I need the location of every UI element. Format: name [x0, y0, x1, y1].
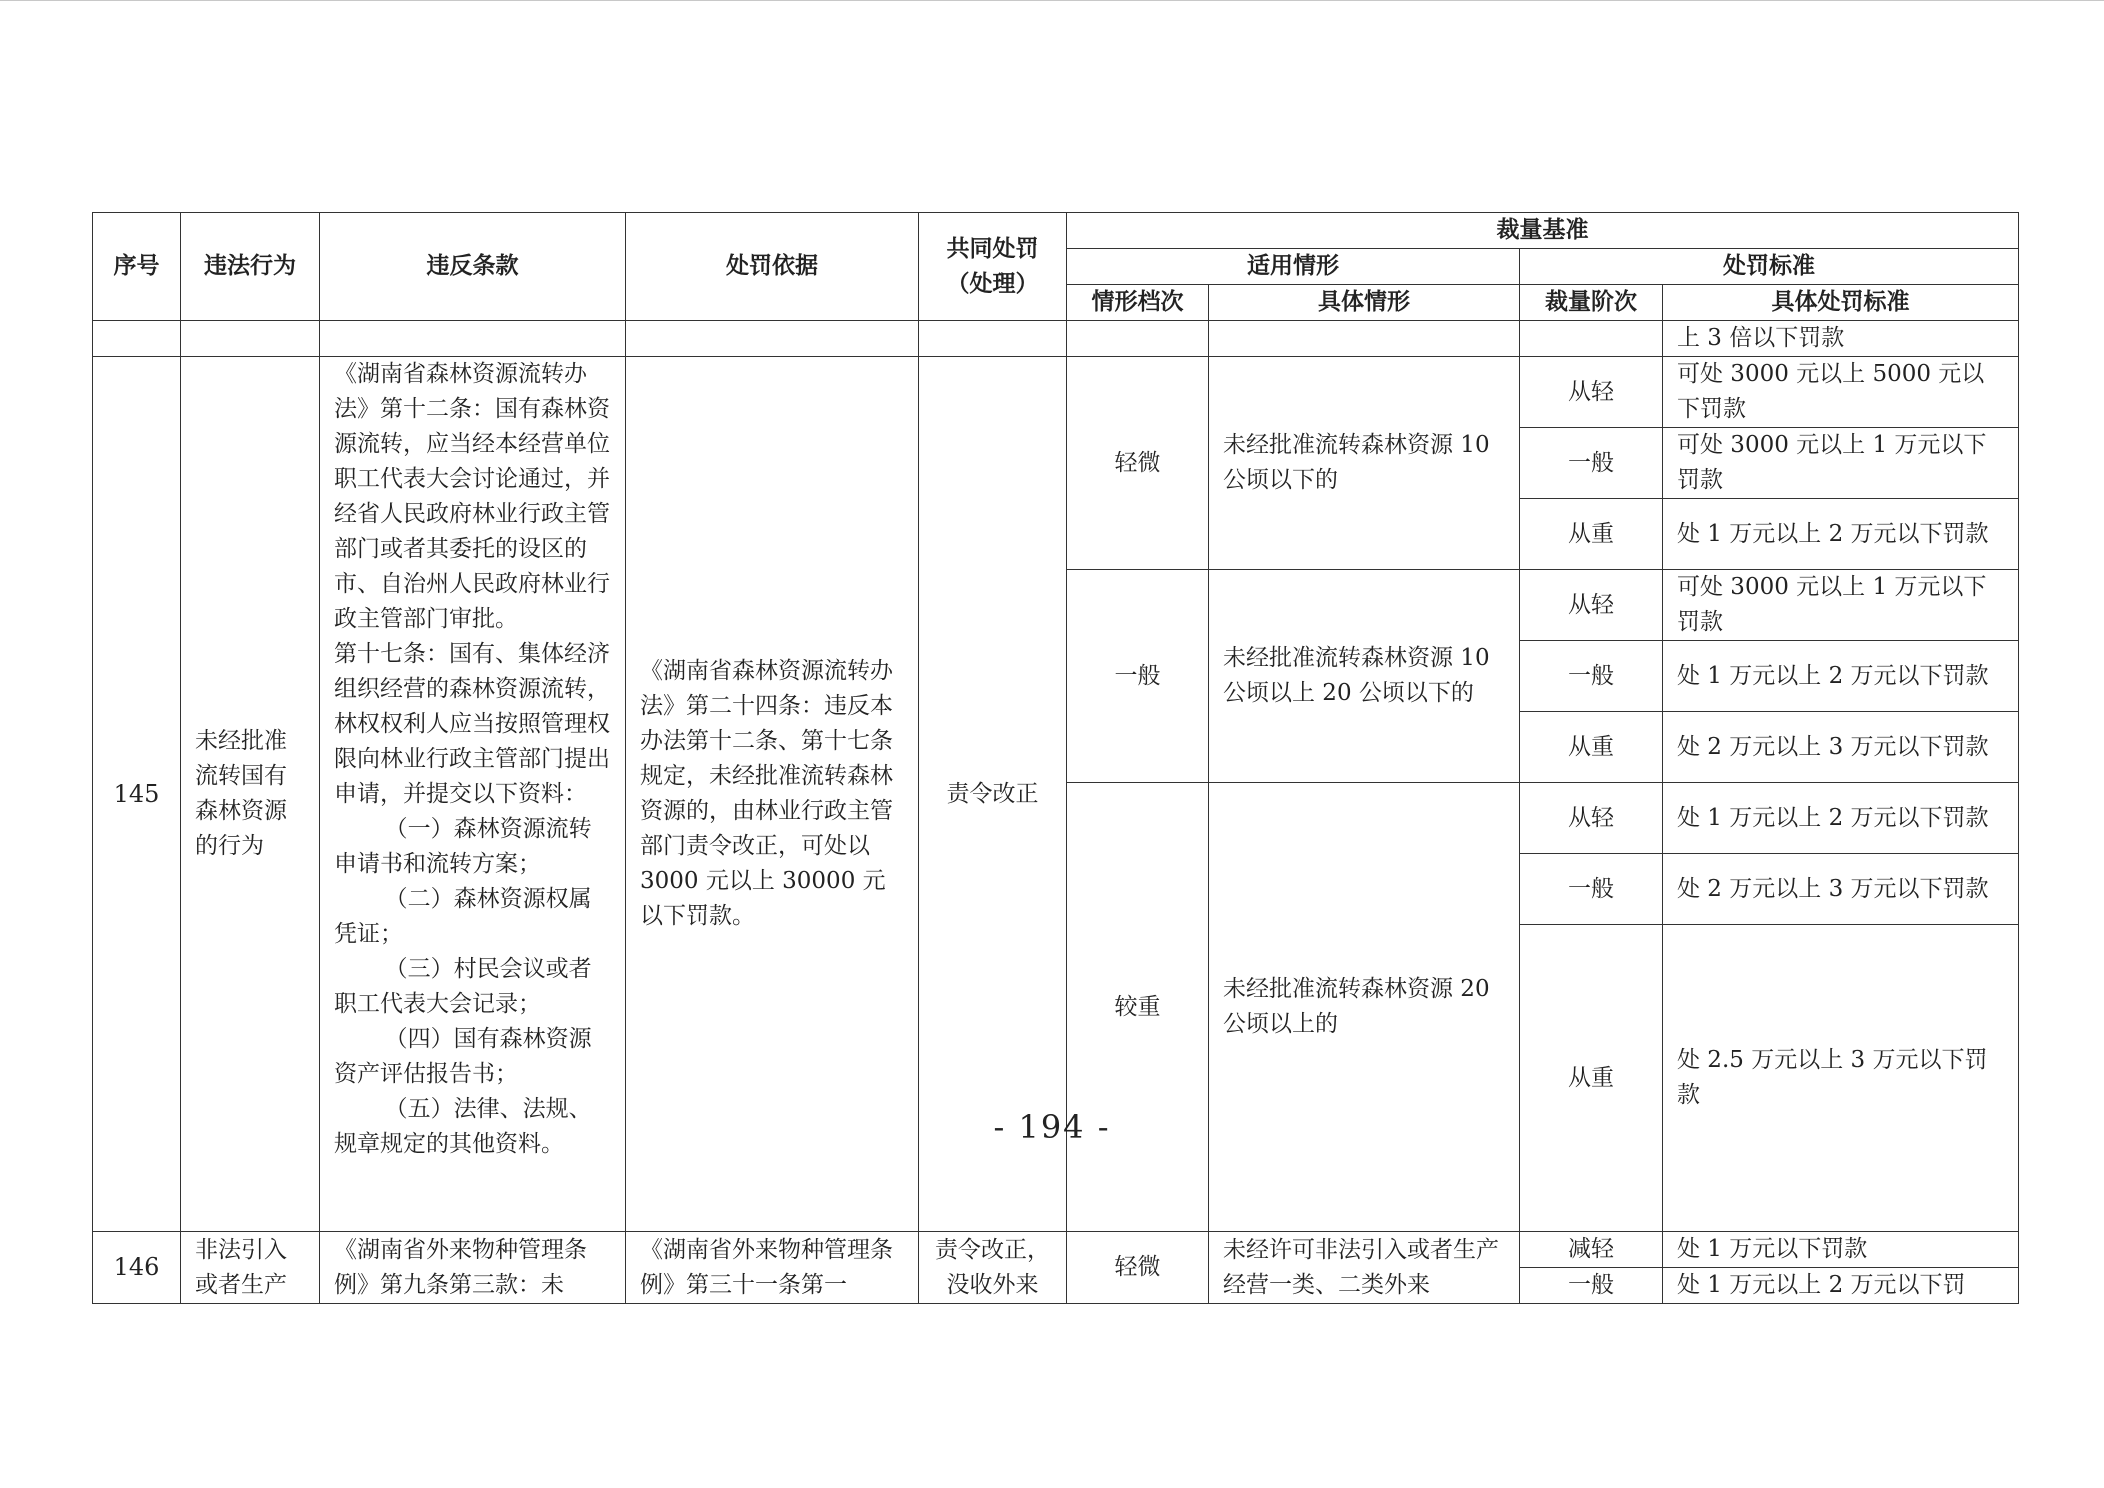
row145-clause-item: （三）村民会议或者职工代表大会记录； [334, 956, 592, 1017]
header-situation: 适用情形 [1067, 249, 1520, 285]
grade-cell: 一般 [1520, 854, 1663, 925]
row145-tier-level: 一般 [1067, 570, 1209, 783]
grade-cell: 从重 [1520, 925, 1663, 1232]
row145-no: 145 [93, 357, 181, 1232]
header-joint: 共同处罚 （处理） [919, 213, 1067, 321]
standard-cell: 处 1 万元以下罚款 [1663, 1232, 2019, 1268]
row146-detail: 未经许可非法引入或者生产经营一类、二类外来 [1209, 1232, 1520, 1304]
standard-cell: 处 1 万元以上 2 万元以下罚款 [1663, 641, 2019, 712]
standard-cell: 处 1 万元以上 2 万元以下罚款 [1663, 499, 2019, 570]
header-level: 情形档次 [1067, 285, 1209, 321]
standard-cell: 处 2 万元以上 3 万元以下罚款 [1663, 854, 2019, 925]
standard-cell: 处 2 万元以上 3 万元以下罚款 [1663, 712, 2019, 783]
header-basis: 处罚依据 [626, 213, 919, 321]
row146-joint: 责令改正，没收外来 [919, 1232, 1067, 1304]
header-clause: 违反条款 [320, 213, 626, 321]
row145-clause-item: （四）国有森林资源资产评估报告书； [334, 1026, 592, 1087]
grade-cell: 一般 [1520, 1268, 1663, 1304]
row145-basis: 《湖南省森林资源流转办法》第二十四条：违反本办法第十二条、第十七条规定，未经批准流转森林资源的，由林业行政主管部门责令改正，可处以 3000 元以上 30000 元以下罚款。 [626, 357, 919, 1232]
row145-tier-level: 较重 [1067, 783, 1209, 1232]
carryover-standard: 上 3 倍以下罚款 [1663, 321, 2019, 357]
row146-level: 轻微 [1067, 1232, 1209, 1304]
table-row-145 [93, 357, 2019, 428]
standard-cell: 处 1 万元以上 2 万元以下罚款 [1663, 783, 2019, 854]
standard-cell: 处 2.5 万元以上 3 万元以下罚款 [1663, 925, 2019, 1232]
row145-clause-item: （二）森林资源权属凭证； [334, 886, 592, 947]
row146-basis: 《湖南省外来物种管理条例》第三十一条第一 [626, 1232, 919, 1304]
standard-cell: 可处 3000 元以上 5000 元以下罚款 [1663, 357, 2019, 428]
row145-tier-detail: 未经批准流转森林资源 10 公顷以下的 [1209, 357, 1520, 570]
table-row-carryover [93, 321, 2019, 357]
row145-clause-item: （一）森林资源流转申请书和流转方案； [334, 816, 592, 877]
row145-clause-main: 《湖南省森林资源流转办法》第十二条：国有森林资源流转，应当经本经营单位职工代表大会讨论通过，并经省人民政府林业行政主管部门或者其委托的设区的市、自治州人民政府林业行政主管部门审批。 第十七条：国有、集体经济组织经营的森林资源流转，林权权利人应当按照管理权限向林业行政主管部门提出申请，并提交以下资料： [334, 361, 610, 807]
grade-cell: 从重 [1520, 499, 1663, 570]
row145-joint: 责令改正 [919, 357, 1067, 1232]
page-top-border [0, 0, 2104, 1]
row146-no: 146 [93, 1232, 181, 1304]
grade-cell: 从轻 [1520, 570, 1663, 641]
standard-cell: 可处 3000 元以上 1 万元以下罚款 [1663, 570, 2019, 641]
grade-cell: 一般 [1520, 641, 1663, 712]
grade-cell: 一般 [1520, 428, 1663, 499]
grade-cell: 从轻 [1520, 783, 1663, 854]
row146-clause: 《湖南省外来物种管理条例》第九条第三款：未 [320, 1232, 626, 1304]
row145-tier-level: 轻微 [1067, 357, 1209, 570]
header-standard: 处罚标准 [1520, 249, 2019, 285]
row145-tier-detail: 未经批准流转森林资源 10 公顷以上 20 公顷以下的 [1209, 570, 1520, 783]
table-row-146 [93, 1232, 2019, 1268]
header-act: 违法行为 [181, 213, 320, 321]
standard-cell: 可处 3000 元以上 1 万元以下罚款 [1663, 428, 2019, 499]
grade-cell: 从重 [1520, 712, 1663, 783]
row146-act: 非法引入或者生产 [181, 1232, 320, 1304]
row145-act: 未经批准流转国有森林资源的行为 [181, 357, 320, 1232]
header-seq: 序号 [93, 213, 181, 321]
page-number: - 194 - [993, 1108, 1111, 1146]
header-grade: 裁量阶次 [1520, 285, 1663, 321]
header-specific: 具体处罚标准 [1663, 285, 2019, 321]
grade-cell: 从轻 [1520, 357, 1663, 428]
header-detail: 具体情形 [1209, 285, 1520, 321]
grade-cell: 减轻 [1520, 1232, 1663, 1268]
row145-clause [320, 357, 626, 1232]
standard-cell: 处 1 万元以上 2 万元以下罚 [1663, 1268, 2019, 1304]
row145-tier-detail: 未经批准流转森林资源 20 公顷以上的 [1209, 783, 1520, 1232]
header-discretion: 裁量基准 [1067, 213, 2019, 249]
row145-clause-item: （五）法律、法规、规章规定的其他资料。 [334, 1096, 592, 1157]
